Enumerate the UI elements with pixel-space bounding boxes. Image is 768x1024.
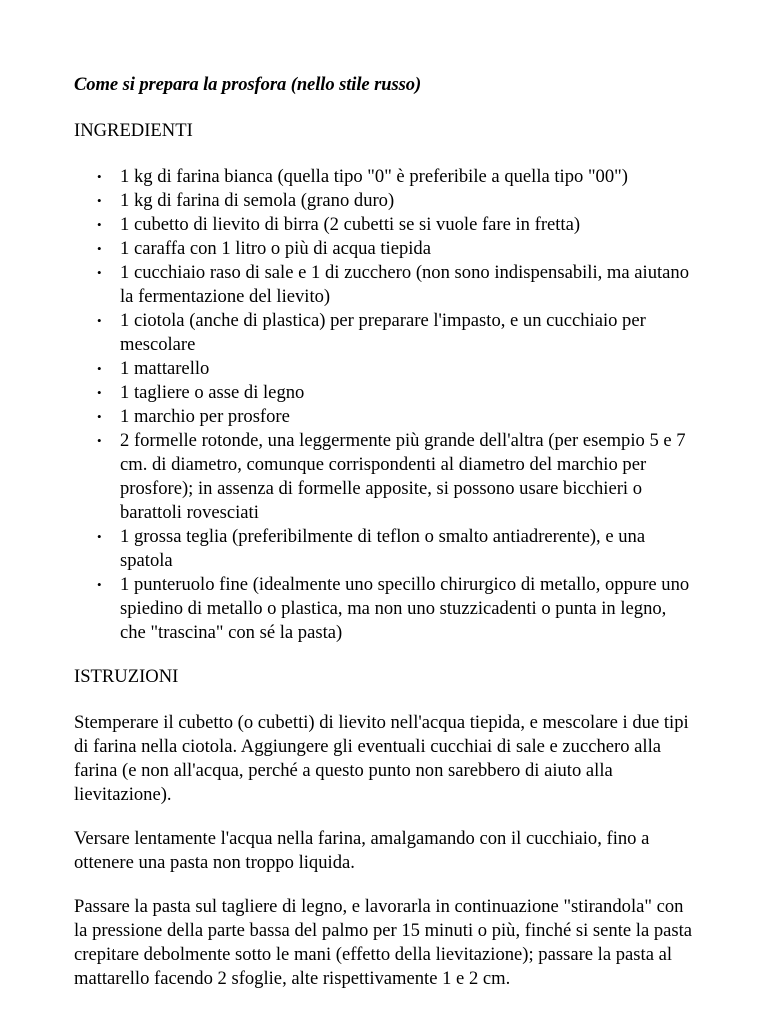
ingredient-text: 1 tagliere o asse di legno: [120, 382, 305, 403]
document-title: Come si prepara la prosfora (nello stile russo): [74, 74, 422, 95]
bullet-icon: •: [97, 385, 102, 400]
ingredient-text: 1 mattarello: [120, 358, 210, 379]
list-item: [74, 261, 694, 309]
list-item: [74, 357, 694, 381]
document-page: [74, 73, 694, 1011]
bullet-icon: •: [97, 241, 102, 256]
list-item: [74, 309, 694, 357]
ingredient-text: 1 caraffa con 1 litro o più di acqua tiepida: [120, 238, 431, 259]
bullet-icon: •: [97, 361, 102, 376]
instruction-paragraph: Passare la pasta sul tagliere di legno, e lavorarla in continuazione "stirandola" con la pressione della parte bassa del palmo per 15 minuti o più, finché si sente la pasta crepitare debolmente sotto le mani (effetto della lievitazione); passare la pasta al mattarello facendo 2 sfoglie, alte rispettivamente 1 e 2 cm.: [74, 896, 693, 989]
bullet-icon: •: [97, 433, 102, 448]
instruction-paragraph: Versare lentamente l'acqua nella farina, amalgamando con il cucchiaio, fino a ottenere una pasta non troppo liquida.: [74, 828, 650, 873]
list-item: [74, 237, 694, 261]
bullet-icon: •: [97, 169, 102, 184]
list-item: [74, 165, 694, 189]
list-item: [74, 213, 694, 237]
ingredient-text: 1 ciotola (anche di plastica) per preparare l'impasto, e un cucchiaio per mescolare: [120, 310, 646, 355]
bullet-icon: •: [97, 409, 102, 424]
ingredient-text: 1 punteruolo fine (idealmente uno specillo chirurgico di metallo, oppure uno spiedino di metallo o plastica, ma non uno stuzzicadenti o punta in legno, che "trascina" con sé la pasta): [120, 574, 690, 643]
ingredient-text: 1 kg di farina di semola (grano duro): [120, 190, 395, 211]
ingredients-heading: INGREDIENTI: [74, 120, 193, 141]
instructions-heading: ISTRUZIONI: [74, 666, 179, 687]
list-item: [74, 429, 694, 525]
ingredient-text: 1 marchio per prosfore: [120, 406, 290, 427]
ingredient-text: 1 grossa teglia (preferibilmente di teflon o smalto antiadrerente), e una spatola: [120, 526, 646, 571]
list-item: [74, 405, 694, 429]
bullet-icon: •: [97, 265, 102, 280]
list-item: [74, 525, 694, 573]
bullet-icon: •: [97, 217, 102, 232]
instruction-paragraph: Stemperare il cubetto (o cubetti) di lievito nell'acqua tiepida, e mescolare i due tipi di farina nella ciotola. Aggiungere gli eventuali cucchiai di sale e zucchero alla farina (e non all'acqua, perché a questo punto non sarebbero di aiuto alla lievitazione).: [74, 712, 689, 805]
ingredient-text: 1 kg di farina bianca (quella tipo "0" è preferibile a quella tipo "00"): [120, 166, 628, 187]
bullet-icon: •: [97, 529, 102, 544]
bullet-icon: •: [97, 193, 102, 208]
ingredient-text: 2 formelle rotonde, una leggermente più grande dell'altra (per esempio 5 e 7 cm. di diametro, comunque corrispondenti al diametro del marchio per prosfore); in assenza di formelle apposite, si possono usare bicchieri o barattoli rovesciati: [120, 430, 686, 523]
bullet-icon: •: [97, 313, 102, 328]
ingredients-list: [74, 165, 694, 645]
bullet-icon: •: [97, 577, 102, 592]
ingredient-text: 1 cucchiaio raso di sale e 1 di zucchero (non sono indispensabili, ma aiutano la fermentazione del lievito): [120, 262, 690, 307]
list-item: [74, 573, 694, 645]
ingredient-text: 1 cubetto di lievito di birra (2 cubetti se si vuole fare in fretta): [120, 214, 581, 235]
list-item: [74, 189, 694, 213]
list-item: [74, 381, 694, 405]
